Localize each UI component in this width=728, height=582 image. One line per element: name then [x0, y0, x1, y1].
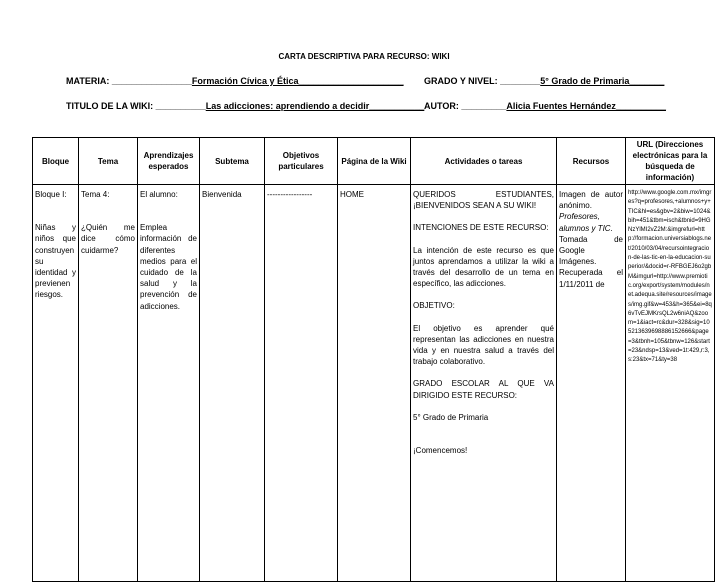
tema-description: ¿Quién me dice cómo cuidarme?: [81, 223, 135, 255]
aprendizajes-label: El alumno:: [140, 190, 178, 199]
materia-label: MATERIA: ________________: [66, 76, 192, 86]
col-pagina-header: Página de la Wiki: [338, 138, 411, 185]
col-aprendizajes-header: Aprendizajes esperados: [138, 138, 200, 185]
col-subtema-header: Subtema: [200, 138, 265, 185]
url-cell: [626, 185, 715, 582]
actividades-grado-value: 5° Grado de Primaria: [413, 412, 489, 422]
actividades-intencion-text: La intención de este recurso es que juntos aprendamos a utilizar la wiki a través del desarrollo de un tema en específico, las adicciones.: [413, 245, 554, 289]
autor-label: AUTOR: _________: [424, 101, 507, 111]
subtema-value: Bienvenida: [202, 190, 242, 199]
table-header-row: [33, 138, 715, 185]
col-actividades-header: Actividades o tareas: [411, 138, 557, 185]
col-objetivos-header: Objetivos particulares: [265, 138, 338, 185]
subtema-cell: [200, 185, 265, 582]
aprendizajes-cell: [138, 185, 200, 582]
col-tema-header: Tema: [79, 138, 138, 185]
objetivos-cell: [265, 185, 338, 582]
bloque-description: Niñas y niños que construyen su identidad y previenen riesgos.: [35, 223, 76, 300]
objetivos-value: -----------------: [267, 190, 313, 199]
pagina-cell: [338, 185, 411, 582]
grado-line: [424, 76, 664, 86]
actividades-objetivo-text: El objetivo es aprender qué representan las adicciones en nuestra vida y en nuestra salud a través del trabajo colaborativo.: [413, 323, 554, 367]
document-title: CARTA DESCRIPTIVA PARA RECURSO: WIKI: [278, 52, 450, 61]
grado-label: GRADO Y NIVEL: ________: [424, 76, 541, 86]
recursos-line-1: Imagen de autor anónimo.: [559, 190, 623, 211]
recursos-line-3: Tomada de Google Imágenes. Recuperada el 1/11/2011 de: [559, 234, 623, 289]
actividades-intenciones-heading: INTENCIONES DE ESTE RECURSO:: [413, 223, 549, 233]
descriptive-table: [32, 137, 715, 582]
actividades-cell: [411, 185, 557, 582]
table-row: [33, 185, 715, 582]
titulo-value: Las adicciones: aprendiendo a decidir___________: [205, 101, 425, 111]
titulo-label: TITULO DE LA WIKI: __________: [66, 101, 206, 111]
actividades-welcome: QUERIDOS ESTUDIANTES, ¡BIENVENIDOS SEAN A SU WIKI!: [413, 190, 554, 211]
bloque-cell: [33, 185, 79, 582]
tema-label: Tema 4:: [81, 190, 110, 199]
recursos-line-2: Profesores, alumnos y TIC.: [559, 212, 613, 233]
bloque-label: Bloque I:: [35, 190, 67, 199]
actividades-grado-heading: GRADO ESCOLAR AL QUE VA DIRIGIDO ESTE RECURSO:: [413, 379, 554, 400]
grado-value: 5° Grado de Primaria_______: [540, 76, 665, 86]
url-link[interactable]: http://www.google.com.mx/imgres?q=profesores,+alumnos+y+TIC&hl=es&gbv=2&biw=1024&bih=451&tbm=isch&tbnid=9HGNzYlMI2vZ2M:&imgrefurl=http://formacion.universiablogs.net/2010/03/04/recursointegracion-de-las-tic-en-la-educacion-superior/&docid=r-RFBGEJ6o2gbM&imgurl=http://www.premiotic.org/export/system/modules/net.adequa.site/resources/images/img.gif&w=453&h=365&ei=8q6vTvEJMKrsQL2w6niAQ&zoom=1&iact=rc&dur=328&sig=105213639698886152666&page=3&tbnh=105&tbnw=126&start=23&ndsp=13&ved=1t:429,r:3,s:23&tx=71&ty=38: [628, 190, 712, 364]
col-bloque-header: Bloque: [33, 138, 79, 185]
recursos-cell: [557, 185, 626, 582]
materia-value: Formación Cívica y Ética_____________________: [191, 76, 404, 86]
col-recursos-header: Recursos: [557, 138, 626, 185]
actividades-objetivo-heading: OBJETIVO:: [413, 301, 455, 311]
titulo-line: [66, 101, 424, 111]
actividades-comencemos: ¡Comencemos!: [413, 446, 468, 456]
pagina-value: HOME: [340, 190, 364, 199]
col-url-header: URL (Direcciones electrónicas para la búsqueda de información): [626, 138, 715, 185]
autor-line: [424, 101, 666, 111]
aprendizajes-description: Emplea información de diferentes medios para el cuidado de la salud y la prevención de adicciones.: [140, 223, 197, 311]
materia-line: [66, 76, 404, 86]
autor-value: Alicia Fuentes Hernández__________: [506, 101, 666, 111]
tema-cell: [79, 185, 138, 582]
